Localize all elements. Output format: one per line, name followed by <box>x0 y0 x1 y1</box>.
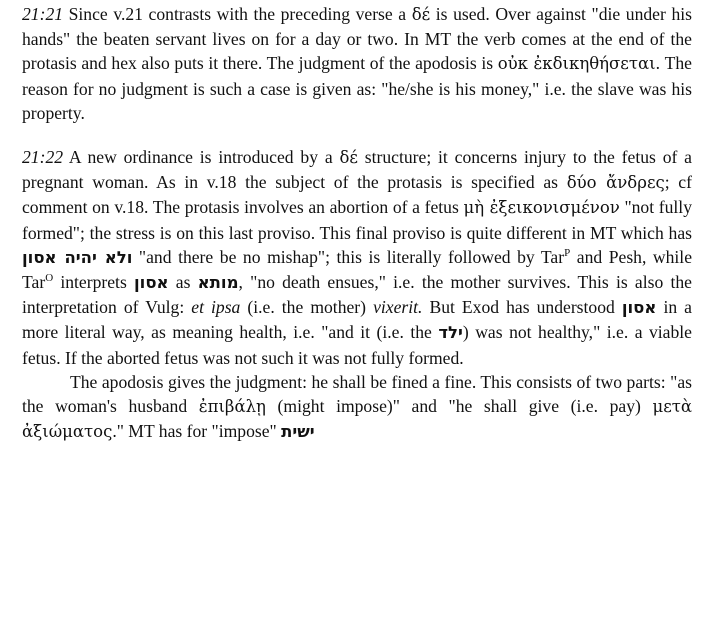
text-run: is used. Over against "die under his hands" the beaten servant lives on for a day or two. In MT the verb comes at the end of the protasis and hex also puts it there. The judgment of the apodosis is <box>22 4 692 74</box>
paragraph-21-21 <box>22 0 692 125</box>
greek-text: δέ <box>339 148 358 168</box>
hebrew-text: אסון <box>621 298 657 318</box>
text-run: "and there be no mishap"; this is literally followed by Tar <box>132 246 565 267</box>
paragraph-21-22 <box>22 145 692 370</box>
latin-text: et ipsa <box>191 297 241 318</box>
paragraph-apodosis <box>22 370 692 445</box>
superscript: P <box>564 246 571 259</box>
text-run: "not fully formed"; the stress is on this last proviso. This final proviso is quite different in MT which has <box>22 197 692 243</box>
hebrew-text: אסון <box>134 273 169 293</box>
text-run: (might impose)" and "he shall give (i.e. pay) <box>265 396 653 417</box>
text-run: A new ordinance is introduced by a <box>63 147 340 168</box>
text-run: ." MT has for "impose" <box>112 421 282 442</box>
greek-text: δύο ἄνδρες <box>566 173 665 193</box>
verse-reference: 21:21 <box>22 4 64 24</box>
document-page <box>22 0 692 444</box>
greek-text: ἐπιβάλῃ <box>198 397 266 417</box>
latin-text: vixerit. <box>373 297 423 318</box>
text-run: structure; it concerns injury to the fetus of a pregnant woman. As in v.18 the subject of the protasis is specified as <box>22 147 692 193</box>
text-run: ) was not healthy," i.e. a viable fetus. If the aborted fetus was not such it was not fully formed. <box>22 322 692 368</box>
text-run: (i.e. the mother) <box>240 297 374 318</box>
greek-text: δέ <box>411 5 431 24</box>
text-run: ; cf comment on v.18. The protasis involves an abortion of a fetus <box>22 172 692 218</box>
greek-text: οὐκ ἐκδικηθήσεται <box>497 54 656 74</box>
text-run: in a more literal way, as meaning health, i.e. "and it (i.e. the <box>22 297 692 343</box>
text-run: Since v.21 contrasts with the preceding verse a <box>63 4 412 24</box>
hebrew-text: ולא יהיה אסון <box>22 247 133 267</box>
greek-text: μετὰ ἀξιώματος <box>22 397 693 442</box>
text-run: and Pesh, while Tar <box>22 246 692 293</box>
text-run: , "no death ensues," i.e. the mother survives. This is also the interpretation of Vulg: <box>22 272 692 318</box>
superscript: O <box>45 272 54 285</box>
hebrew-text: ישית <box>281 422 315 442</box>
hebrew-text: ילד <box>438 323 463 343</box>
greek-text: μὴ ἐξεικονισμένον <box>463 198 620 218</box>
verse-reference: 21:22 <box>22 147 64 168</box>
text-run: But Exod has understood <box>422 297 622 318</box>
text-run: interprets <box>53 272 134 293</box>
hebrew-text: מותא <box>197 273 239 293</box>
text-run: . The reason for no judgment is such a case is given as: "he/she is his money," i.e. the slave was his property. <box>22 53 692 123</box>
text-run: as <box>168 272 198 293</box>
text-run: The apodosis gives the judgment: he shall be fined a fine. This consists of two parts: "as the woman's husband <box>22 371 692 417</box>
